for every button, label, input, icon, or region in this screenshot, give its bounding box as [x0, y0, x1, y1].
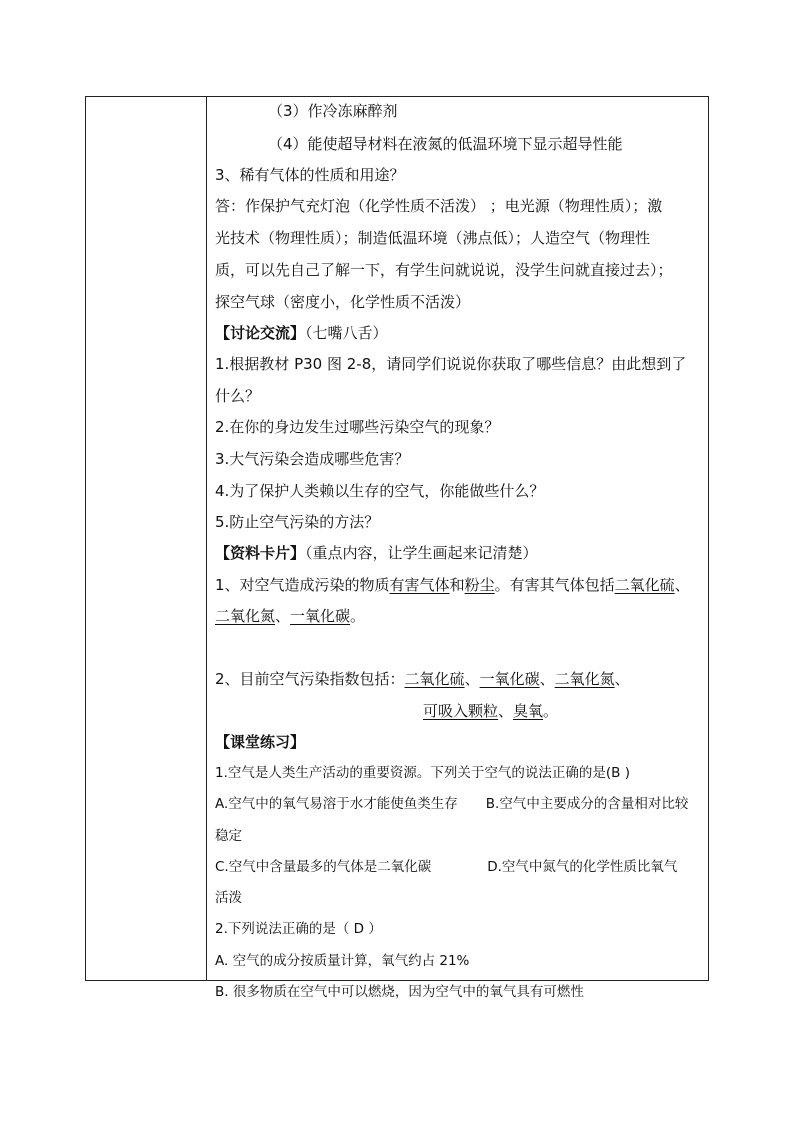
text-span: 、 — [464, 670, 480, 688]
data-card-heading — [215, 543, 538, 563]
exercise-line: A. 空气的成分按质量计算，氧气约占 21% — [215, 953, 470, 969]
text-span: 、 — [614, 670, 630, 688]
aqi-line — [423, 701, 558, 721]
practice-heading: 【课堂练习】 — [215, 733, 306, 751]
pollutant-line — [215, 575, 690, 595]
text-span: 、 — [275, 607, 291, 625]
question-line: 什么？ — [215, 387, 261, 405]
aqi-line — [215, 669, 630, 689]
exercise-line: 活泼 — [215, 890, 242, 906]
exercise-line: 稳定 — [215, 828, 242, 844]
text-span: 1、对空气造成污染的物质 — [215, 576, 390, 594]
question-line: 1.根据教材 P30 图 2-8，请同学们说说你获取了哪些信息？由此想到了 — [215, 355, 687, 373]
text-span: 。有害其气体包括 — [494, 576, 615, 594]
exercise-line: B. 很多物质在空气中可以燃烧，因为空气中的氧气具有可燃性 — [215, 984, 584, 1000]
text-span: 、 — [539, 670, 555, 688]
section-heading-3: 3、稀有气体的性质和用途？ — [215, 166, 405, 184]
option-b: B.空气中主要成分的含量相对比较 — [485, 796, 689, 812]
underlined-term: 可吸入颗粒 — [423, 702, 499, 720]
text-span: 、 — [674, 576, 690, 594]
left-column-cell — [86, 97, 207, 980]
data-card-note: （重点内容，让学生画起来记清楚） — [305, 544, 538, 562]
exercise-options-line — [215, 857, 677, 877]
question-line: 2.在你的身边发生过哪些污染空气的现象？ — [215, 418, 500, 436]
underlined-term: 二氧化氮 — [554, 670, 615, 688]
option-a: A.空气中的氧气易溶于水才能使鱼类生存 — [215, 796, 458, 812]
question-line: 5.防止空气污染的方法？ — [215, 513, 380, 531]
option-c: C.空气中含量最多的气体是二氧化碳 — [215, 859, 432, 875]
text-span: 。 — [350, 607, 366, 625]
text-span: 2、目前空气污染指数包括： — [215, 670, 405, 688]
underlined-term: 一氧化碳 — [479, 670, 540, 688]
underlined-term: 有害气体 — [389, 576, 450, 594]
pollutant-line — [215, 606, 365, 626]
question-line: 4.为了保护人类赖以生存的空气，你能做些什么？ — [215, 482, 545, 500]
question-line: 3.大气污染会造成哪些危害？ — [215, 450, 410, 468]
text-line: 光技术（物理性质）；制造低温环境（沸点低）；人造空气（物理性 — [215, 229, 651, 247]
text-line: （4）能使超导材料在液氮的低温环境下显示超导性能 — [268, 135, 623, 153]
underlined-term: 二氧化氮 — [215, 607, 276, 625]
exercise-options-line — [215, 794, 688, 814]
text-line: 答：作保护气充灯泡（化学性质不活泼） ；电光源（物理性质）；激 — [215, 197, 663, 215]
underlined-term: 二氧化硫 — [404, 670, 465, 688]
text-span: 、 — [498, 702, 514, 720]
document-table — [85, 96, 709, 1000]
data-card-label: 【资料卡片】 — [215, 544, 306, 562]
content-cell — [215, 97, 709, 1000]
exercise-line: 2.下列说法正确的是（ D ） — [215, 921, 382, 937]
exercise-line: 1.空气是人类生产活动的重要资源。下列关于空气的说法正确的是(B ) — [215, 765, 630, 781]
text-line: （3）作冷冻麻醉剂 — [268, 102, 398, 120]
underlined-term: 一氧化碳 — [290, 607, 351, 625]
underlined-term: 粉尘 — [464, 576, 495, 594]
text-line: 探空气球（密度小，化学性质不活泼） — [215, 293, 471, 311]
text-span: 和 — [449, 576, 465, 594]
text-line: 质，可以先自己了解一下，有学生问就说说，没学生问就直接过去）； — [215, 261, 673, 279]
text-span: 。 — [543, 702, 559, 720]
discussion-label: 【讨论交流】 — [215, 324, 306, 342]
underlined-term: 臭氧 — [513, 702, 544, 720]
discussion-note: （七嘴八舌） — [305, 324, 388, 342]
option-d: D.空气中氮气的化学性质比氧气 — [487, 859, 678, 875]
discussion-heading — [215, 323, 388, 343]
underlined-term: 二氧化硫 — [614, 576, 675, 594]
